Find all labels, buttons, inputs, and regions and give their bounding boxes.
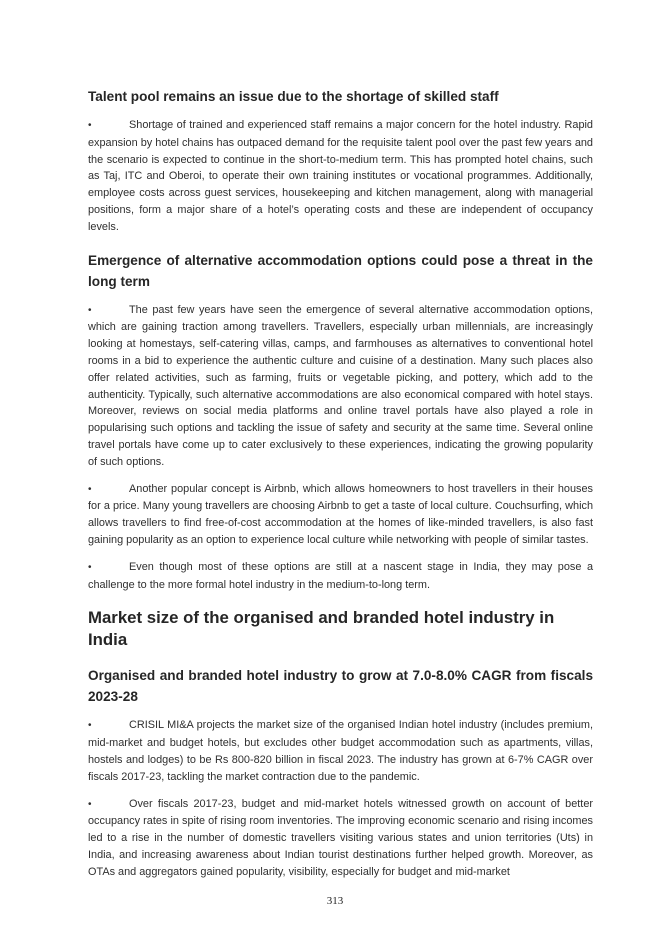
bullet-text: CRISIL MI&A projects the market size of the organised Indian hotel industry (includes premium, mid-market and budget hotels, but excludes other budget accommodation such as apartments, villas, hostels and lodges) to be Rs 800-820 billion in fiscal 2023. The industry has grown at 6-7% CAGR over fiscals 2017-23, tackling the market contraction due to the pandemic. (88, 719, 593, 783)
bullet-text: Even though most of these options are still at a nascent stage in India, they may pose a challenge to the more formal hotel industry in the medium-to-long term. (88, 560, 593, 591)
bullet-text: Over fiscals 2017-23, budget and mid-market hotels witnessed growth on account of better occupancy rates in spite of rising room inventories. The improving economic scenario and rising incomes led to a rise in the number of domestic travellers visiting various states and union territories (Uts) in India, and increasing awareness about Indian tourist destinations further helped growth. Moreover, as OTAs and aggregators gained popularity, visibility, especially for budget and mid-market (88, 797, 593, 878)
bullet-paragraph (88, 717, 593, 785)
bullet-text: Shortage of trained and experienced staff remains a major concern for the hotel industry. Rapid expansion by hotel chains has outpaced demand for the requisite talent pool over the past few years and the scenario is expected to continue in the short-to-medium term. This has prompted hotel chains, such as Taj, ITC and Oberoi, to operate their own training institutes or vocational programmes. Additionally, employee costs across guest services, housekeeping and kitchen management, along with managerial positions, form a major share of a hotel’s operating costs and these are independent of occupancy levels. (88, 119, 593, 233)
page-number: 313 (326, 895, 344, 907)
bullet-paragraph (88, 302, 593, 471)
document-page (88, 86, 593, 891)
bullet-icon: • (88, 720, 92, 732)
bullet-icon: • (88, 561, 92, 573)
bullet-icon: • (88, 483, 92, 495)
bullet-icon: • (88, 798, 92, 810)
bullet-paragraph (88, 481, 593, 549)
bullet-paragraph (88, 796, 593, 881)
section-heading-alternative-accommodation: Emergence of alternative accommodation options could pose a threat in the long term (88, 252, 593, 289)
bullet-text: Another popular concept is Airbnb, which allows homeowners to host travellers in their houses for a price. Many young travellers are choosing Airbnb to get a taste of local culture. Couchsurfing, which allows travellers to find free-of-cost accommodation at the homes of like-minded travellers, is also fast gaining popularity as an option to experience local culture while networking with people of similar tastes. (88, 482, 593, 546)
bullet-paragraph (88, 559, 593, 594)
section-heading-industry-growth: Organised and branded hotel industry to grow at 7.0-8.0% CAGR from fiscals 2023-28 (88, 668, 593, 705)
section-heading-talent-pool: Talent pool remains an issue due to the shortage of skilled staff (88, 89, 499, 104)
bullet-paragraph (88, 117, 593, 236)
bullet-text: The past few years have seen the emergence of several alternative accommodation options, which are gaining traction among travellers. Travellers, especially urban millennials, are increasingly looking at homestays, self-catering villas, camps, and farmhouses as alternatives to conventional hotel rooms in a bid to experience the authentic culture and cuisine of a destination. Many such places also offer related activities, such as farming, fruits or vegetable picking, and pottery, which add to the authenticity. Typically, such alternative accommodations are also economical compared with hotel stays. Moreover, reviews on social media platforms and online travel portals have also played a role in popularising such options and tackling the issue of safety and security at the same time. Several online travel portals have come up to cater exclusively to these experiences, indicating the growing popularity of such options. (88, 303, 593, 468)
bullet-icon: • (88, 304, 92, 316)
main-heading-market-size: Market size of the organised and branded hotel industry in India (88, 608, 555, 650)
bullet-icon: • (88, 120, 92, 131)
